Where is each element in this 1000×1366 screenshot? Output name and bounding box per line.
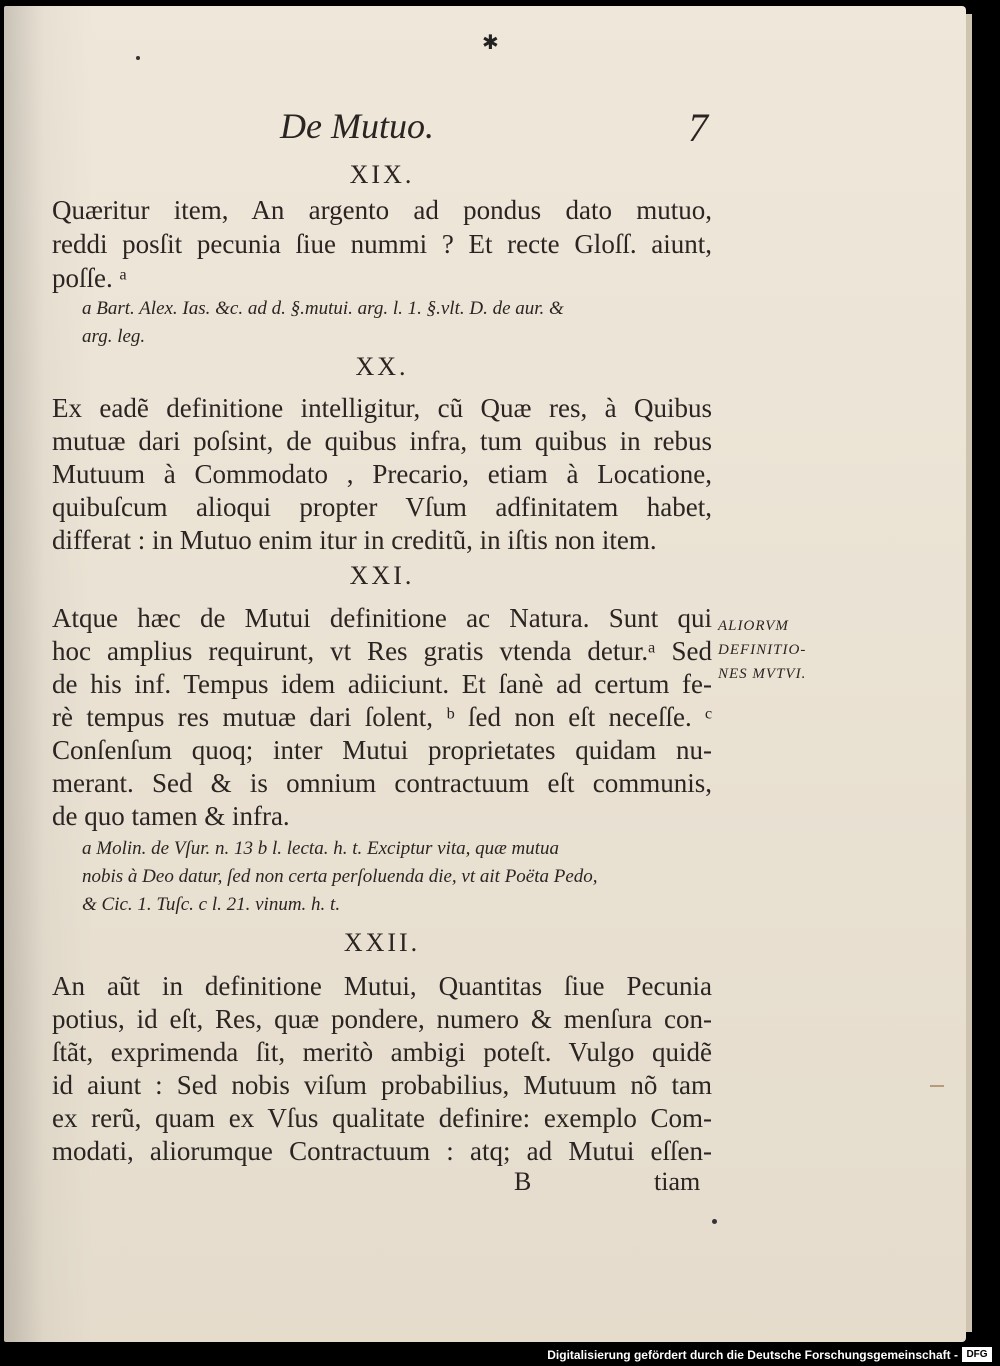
text-line: merant. Sed & is omnium contractuum eſt communis, [52,768,712,798]
text-line: mutuæ dari poſsint, de quibus infra, tum quibus in rebus [52,426,712,456]
text-line: Mutuum à Commodato , Precario, etiam à Locatione, [52,459,712,489]
running-title: De Mutuo. [280,106,434,146]
text-line: Ex eadẽ definitione intelligitur, cũ Quæ res, à Quibus [52,393,712,423]
text-line: poſſe. ᵃ [52,263,127,293]
text-line: de his inf. Tempus idem adiiciunt. Et ſanè ad certum fe- [52,669,712,699]
section-heading-xxii: XXII. [343,928,421,957]
section-heading-xix: XIX. [349,160,415,189]
footnote-line: a Molin. de Vſur. n. 13 b l. lecta. h. t. Exciptur vita, quæ mutua [82,838,560,859]
ink-dot [712,1219,717,1224]
text-line: An aũt in definitione Mutui, Quantitas ſiue Pecunia [52,971,712,1001]
text-line: hoc amplius requirunt, vt Res gratis vtenda detur.ᵃ Sed [52,636,712,666]
digitization-footer [0,1344,1000,1366]
text-line: rè tempus res mutuæ dari ſolent, ᵇ ſed non eſt neceſſe. ᶜ [52,702,712,732]
text-line: quibuſcum alioqui propter Vſum adfinitatem habet, [52,492,712,522]
dfg-logo: DFG [962,1347,992,1362]
footnote-line: arg. leg. [82,326,146,347]
margin-note-line: ALIORVM [718,618,789,634]
footnote-line: a Bart. Alex. Ias. &c. ad d. §.mutui. arg. l. 1. §.vlt. D. de aur. & [82,298,564,319]
footnote-line: & Cic. 1. Tuſc. c l. 21. vinum. h. t. [82,894,341,915]
text-line: reddi posſit pecunia ſiue nummi ? Et recte Gloſſ. aiunt, [52,229,712,259]
text-line: differat : in Mutuo enim itur in creditũ, in iſtis non item. [52,525,657,555]
ink-dot [136,56,140,60]
page-edge [966,14,972,1332]
text-line: Atque hæc de Mutui definitione ac Natura. Sunt qui [52,603,712,633]
section-heading-xxi: XXI. [349,561,415,590]
ornament-icon: ✱ [482,30,499,54]
catchword: tiam [654,1167,701,1196]
margin-note-line: NES MVTVI. [718,666,807,682]
text-line: Quæritur item, An argento ad pondus dato mutuo, [52,195,712,225]
footnote-line: nobis à Deo datur, ſed non certa perſoluenda die, vt ait Poëta Pedo, [82,866,598,887]
text-line: modati, aliorumque Contractuum : atq; ad Mutui eſſen- [52,1136,712,1166]
margin-tick [930,1085,944,1087]
text-line: de quo tamen & infra. [52,801,290,831]
text-line: ex rerũ, quam ex Vſus qualitate definire: exemplo Com- [52,1103,712,1133]
section-heading-xx: XX. [355,352,409,381]
text-line: id aiunt : Sed nobis viſum probabilius, Mutuum nõ tam [52,1070,712,1100]
margin-note-line: DEFINITIO- [718,642,807,658]
text-line: potius, id eſt, Res, quæ pondere, numero & menſura con- [52,1004,712,1034]
page-number: 7 [688,105,708,150]
funding-credit: Digitalisierung gefördert durch die Deutsche Forschungsgemeinschaft - [547,1348,958,1362]
text-line: ſtãt, exprimenda ſit, meritò ambigi poteſt. Vulgo quidẽ [52,1037,712,1067]
text-line: Conſenſum quoq; inter Mutui proprietates quidam nu- [52,735,712,765]
signature-mark: B [514,1167,532,1196]
